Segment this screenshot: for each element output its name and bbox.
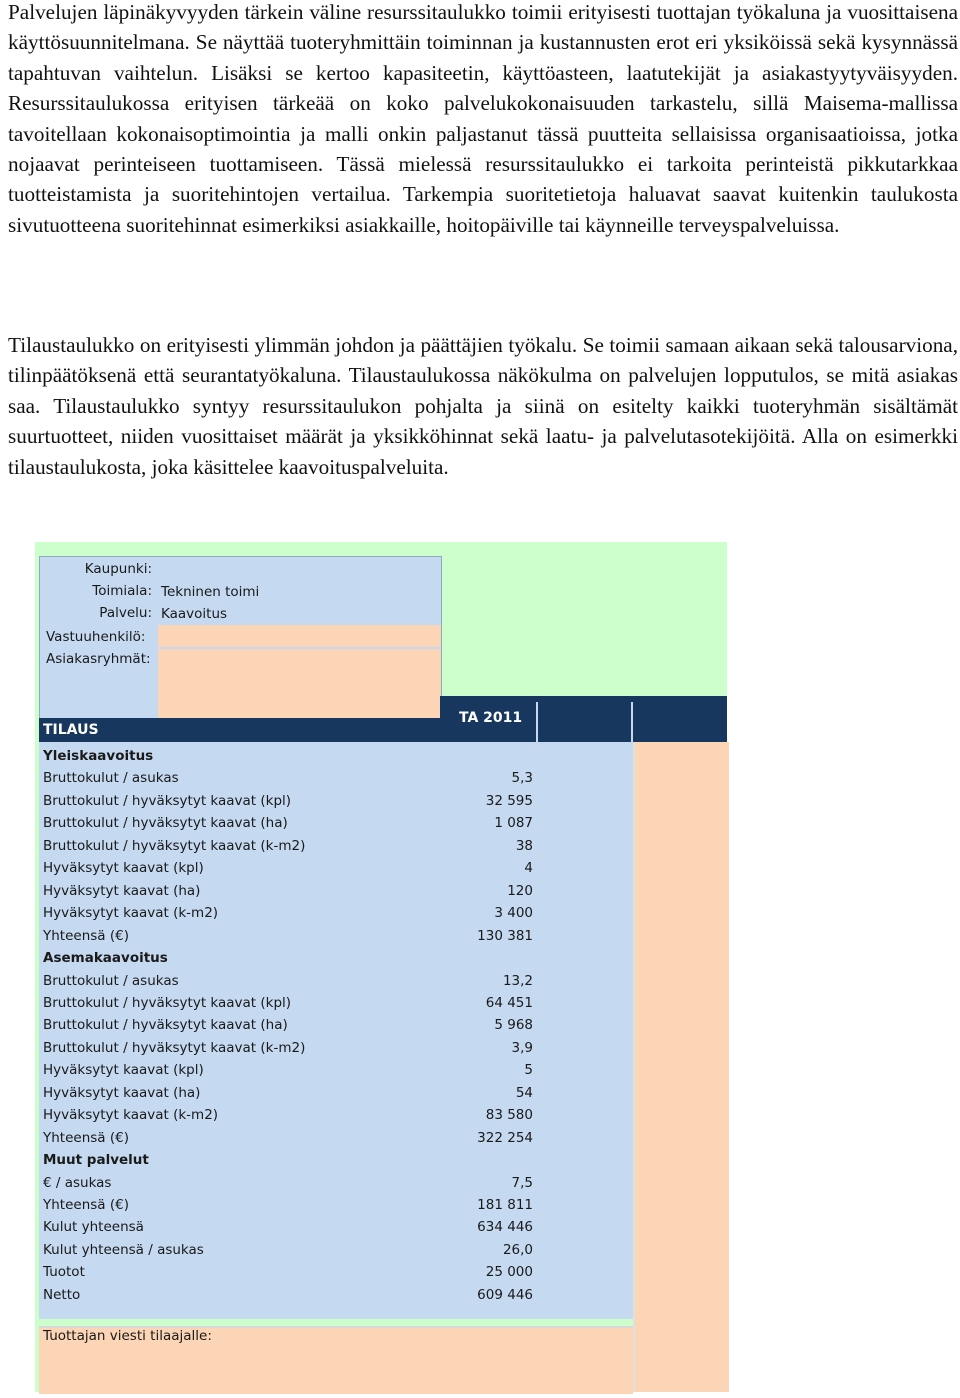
tilaustaulukko-spreadsheet [35, 542, 727, 1392]
row-label: Bruttokulut / hyväksytyt kaavat (k-m2) [43, 837, 306, 854]
row-value: 13,2 [502, 972, 533, 989]
row-value: 120 [507, 882, 533, 899]
table-header-left [39, 718, 440, 742]
row-label: Bruttokulut / hyväksytyt kaavat (kpl) [43, 994, 292, 1011]
input-column[interactable] [633, 742, 729, 1392]
table-row [43, 1014, 533, 1036]
palvelu-label: Palvelu: [99, 605, 152, 621]
paragraph-resurssitaulukko [8, 0, 958, 240]
paragraph-tilaustaulukko [8, 330, 958, 482]
row-value: 5 968 [494, 1017, 533, 1034]
row-value: 54 [515, 1084, 533, 1101]
tilaus-label: TILAUS [43, 722, 99, 738]
row-label: Hyväksytyt kaavat (kpl) [43, 860, 204, 877]
row-value: 181 811 [477, 1197, 533, 1213]
row-label: Muut palvelut [43, 1152, 149, 1169]
paragraph-text: Palvelujen läpinäkyvyyden tärkein väline resurssitaulukko toimii erityisesti tuottajan työkaluna ja vuosittaisena käyttösuunnitelmana. Se näyttää tuoteryhmittäin toiminnan ja kustannusten erot eri yksiköissä sekä kysynnässä tapahtuvan vaihtelun. Lisäksi se kertoo kapasiteetin, käyttöasteen, laatutekijät ja asiakastyytyväisyyden. Resurssitaulukossa erityisen tärkeää on koko palvelukokonaisuuden tarkastelu, sillä Maisema-mallissa tavoitellaan kokonaisoptimointia ja malli onkin paljastanut tässä puutteita sellaisissa organisaatioissa, jotka nojaavat perinteiseen tuottamiseen. Tässä mielessä resurssitaulukko ei tarkoita perinteistä pikkutarkkaa tuotteistamista ja suoritehintojen vertailua. Tarkempia suoritetietoja haluavat saavat kuitenkin taulukosta sivutuotteena suoritehinnat esimerkiksi asiakkaille, hoitopäiville tai käynneille terveyspalveluissa. [8, 0, 958, 237]
row-label: Netto [43, 1286, 81, 1303]
row-label: € / asukas [43, 1174, 112, 1191]
row-value: 5,3 [511, 770, 533, 787]
row-value: 38 [515, 837, 533, 854]
row-label: Tuotot [43, 1264, 85, 1281]
column-divider [536, 702, 538, 742]
row-value: 1 087 [494, 815, 533, 832]
table-row [43, 790, 533, 812]
table-row [43, 947, 533, 969]
kaupunki-value[interactable] [158, 559, 441, 581]
row-label: Bruttokulut / hyväksytyt kaavat (ha) [43, 815, 288, 832]
asiakasryhmat-label: Asiakasryhmät: [46, 651, 151, 667]
vastuuhenkilo-label: Vastuuhenkilö: [46, 629, 146, 645]
column-header-ta-2011: TA 2011 [459, 710, 523, 726]
row-label: Bruttokulut / asukas [43, 972, 179, 989]
table-row [43, 1261, 533, 1283]
table-row [43, 1037, 533, 1059]
row-value: 609 446 [477, 1286, 533, 1303]
table-row [43, 1082, 533, 1104]
table-row [43, 1239, 533, 1261]
table-row [43, 902, 533, 924]
column-divider [631, 702, 633, 742]
table-row [43, 970, 533, 992]
row-label: Hyväksytyt kaavat (k-m2) [43, 1107, 219, 1124]
row-label: Hyväksytyt kaavat (k-m2) [43, 905, 219, 922]
row-value: 130 381 [477, 927, 533, 944]
row-value: 322 254 [477, 1129, 533, 1146]
table-row [43, 1059, 533, 1081]
table-row [43, 925, 533, 947]
row-label: Yhteensä (€) [43, 927, 129, 944]
row-value: 3 400 [494, 905, 533, 922]
table-row [43, 1104, 533, 1126]
row-label: Hyväksytyt kaavat (ha) [43, 882, 201, 899]
row-value: 26,0 [502, 1241, 533, 1258]
table-row [43, 1127, 533, 1149]
row-label: Bruttokulut / hyväksytyt kaavat (kpl) [43, 792, 292, 809]
vastuuhenkilo-value[interactable] [158, 625, 441, 647]
row-value: 4 [524, 860, 533, 877]
table-row [43, 857, 533, 879]
table-row [43, 1284, 533, 1306]
table-row [43, 812, 533, 834]
row-value: 32 595 [485, 792, 533, 809]
table-row [43, 835, 533, 857]
row-label: Bruttokulut / asukas [43, 770, 179, 787]
table-row [43, 880, 533, 902]
row-label: Bruttokulut / hyväksytyt kaavat (ha) [43, 1017, 288, 1034]
table-row [43, 1216, 533, 1238]
empty-column [536, 742, 633, 1319]
palvelu-value[interactable]: Kaavoitus [158, 603, 441, 625]
row-value: 634 446 [477, 1219, 533, 1236]
row-label: Asemakaavoitus [43, 950, 168, 967]
table-row [43, 745, 533, 767]
row-label: Kulut yhteensä / asukas [43, 1241, 204, 1258]
table-row [43, 992, 533, 1014]
row-value: 3,9 [511, 1039, 533, 1056]
row-value: 83 580 [485, 1107, 533, 1124]
row-label: Hyväksytyt kaavat (ha) [43, 1084, 201, 1101]
row-value: 64 451 [485, 994, 533, 1011]
asiakasryhmat-value[interactable] [158, 649, 441, 719]
table-row [43, 1172, 533, 1194]
kaupunki-label: Kaupunki: [84, 561, 152, 577]
footer-label: Tuottajan viesti tilaajalle: [43, 1328, 212, 1344]
row-label: Yhteensä (€) [43, 1129, 129, 1146]
row-value: 25 000 [485, 1264, 533, 1281]
toimiala-label: Toimiala: [92, 583, 152, 599]
row-label: Yhteensä (€) [43, 1197, 129, 1213]
row-label: Yleiskaavoitus [43, 748, 154, 764]
row-label: Kulut yhteensä [43, 1219, 144, 1236]
paragraph-text: Tilaustaulukko on erityisesti ylimmän johdon ja päättäjien työkalu. Se toimii samaan aikaan sekä talousarviona, tilinpäätöksenä että seurantatyökaluna. Tilaustaulukossa näkökulma on palvelujen lopputulos, se mitä asiakas saa. Tilaustaulukko syntyy resurssitaulukon pohjalta ja siinä on esitelty kaikki tuoteryhmän sisältämät suurtuotteet, niiden vuosittaiset määrät ja yksikköhinnat sekä laatu- ja palvelutasotekijöitä. Alla on esimerkki tilaustaulukosta, joka käsittelee kaavoituspalveluita. [8, 333, 958, 479]
row-label: Bruttokulut / hyväksytyt kaavat (k-m2) [43, 1039, 306, 1056]
table-row [43, 1149, 533, 1171]
table-row [43, 1194, 533, 1216]
table-row [43, 767, 533, 789]
row-value: 7,5 [511, 1174, 533, 1191]
header-info-block [39, 556, 442, 720]
row-value: 5 [524, 1062, 533, 1079]
row-label: Hyväksytyt kaavat (kpl) [43, 1062, 204, 1079]
toimiala-value[interactable]: Tekninen toimi [158, 581, 441, 603]
